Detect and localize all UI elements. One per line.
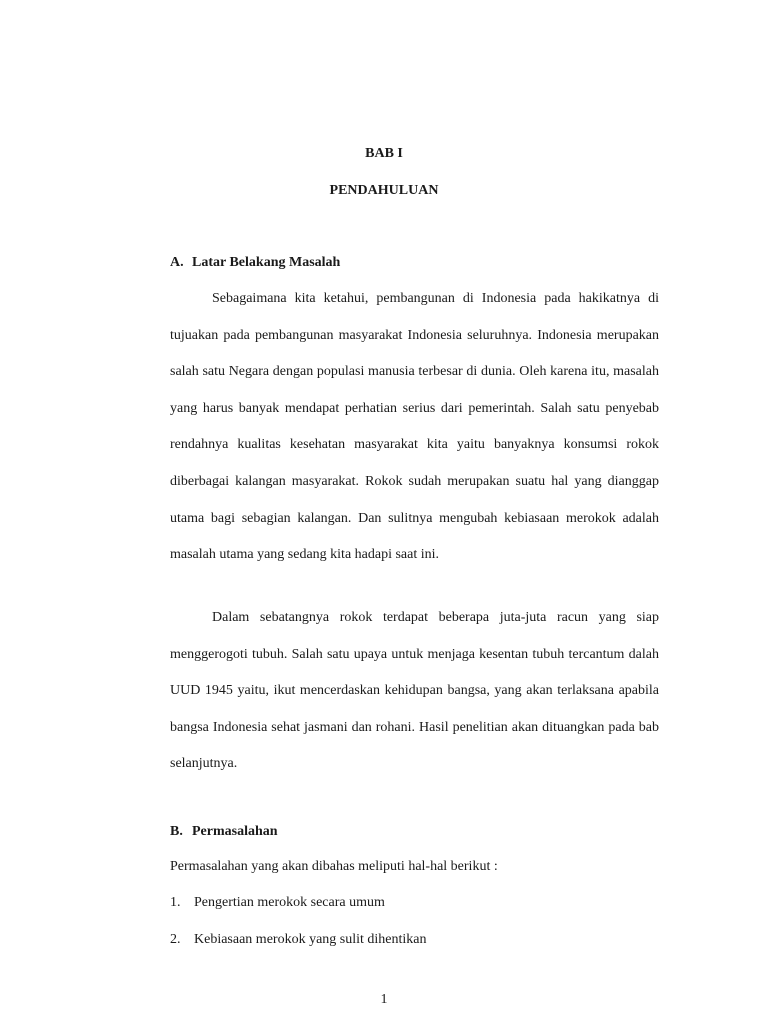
page-number: 1 xyxy=(380,992,388,1007)
section-b-intro: Permasalahan yang akan dibahas meliputi hal-hal berikut : xyxy=(170,859,498,874)
section-b-heading xyxy=(170,824,278,840)
chapter-title: PENDAHULUAN xyxy=(329,183,439,198)
list-item-number: 1. xyxy=(170,895,181,910)
chapter-number: BAB I xyxy=(365,146,403,161)
section-a-heading xyxy=(170,255,340,271)
section-b-letter: B. xyxy=(170,824,183,839)
section-a-letter: A. xyxy=(170,255,184,270)
paragraph-2: Dalam sebatangnya rokok terdapat beberapa juta-juta racun yang siap menggerogoti tubuh. Salah satu upaya untuk menjaga kesentan tubuh tercantum dalah UUD 1945 yaitu, ikut mencerdaskan kehidupan bangsa, yang akan terlaksana apabila bangsa Indonesia sehat jasmani dan rohani. Hasil penelitian akan dituangkan pada bab selanjutnya. xyxy=(170,610,659,772)
list-item xyxy=(170,932,427,948)
section-a-title: Latar Belakang Masalah xyxy=(192,255,341,270)
list-item xyxy=(170,895,385,911)
paragraph-1: Sebagaimana kita ketahui, pembangunan di Indonesia pada hakikatnya di tujuakan pada pembangunan masyarakat Indonesia seluruhnya. Indonesia merupakan salah satu Negara dengan populasi manusia terbesar di dunia. Oleh karena itu, masalah yang harus banyak mendapat perhatian serius dari pemerintah. Salah satu penyebab rendahnya kualitas kesehatan masyarakat kita yaitu banyaknya konsumsi rokok diberbagai kalangan masyarakat. Rokok sudah merupakan suatu hal yang dianggap utama bagi sebagian kalangan. Dan sulitnya mengubah kebiasaan merokok adalah masalah utama yang sedang kita hadapi saat ini. xyxy=(170,291,659,563)
list-item-number: 2. xyxy=(170,932,181,947)
list-item-text: Pengertian merokok secara umum xyxy=(194,895,385,910)
list-item-text: Kebiasaan merokok yang sulit dihentikan xyxy=(194,932,427,947)
section-b-title: Permasalahan xyxy=(192,824,278,839)
